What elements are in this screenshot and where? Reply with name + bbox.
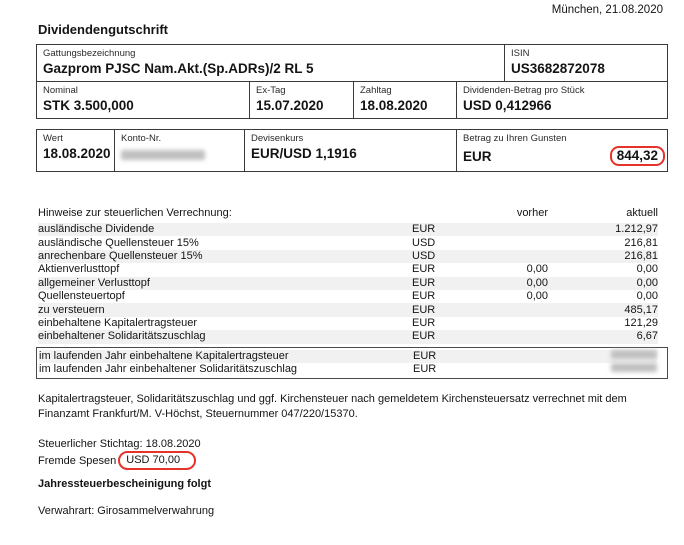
tax-row-currency: EUR <box>412 290 436 303</box>
tax-row-label: einbehaltener Solidaritätszuschlag <box>38 330 206 343</box>
tax-row-label: allgemeiner Verlusttopf <box>38 276 150 289</box>
tax-row-aktuell <box>549 363 657 376</box>
redacted-value <box>611 350 657 359</box>
tax-row <box>38 250 658 263</box>
tax-row <box>38 290 658 303</box>
tax-row-aktuell: 0,00 <box>636 263 658 276</box>
security-table-row-1 <box>37 45 667 81</box>
cell-gattungsbezeichnung <box>37 45 504 81</box>
tax-row-label: einbehaltene Kapitalertragsteuer <box>38 316 198 329</box>
konto-value-redacted <box>121 150 205 160</box>
devisenkurs-label: Devisenkurs <box>251 133 304 144</box>
year-to-date-box <box>36 347 668 380</box>
tax-settlement-section <box>38 207 658 379</box>
tax-row-currency: USD <box>412 236 436 249</box>
nominal-value: STK 3.500,000 <box>43 98 134 113</box>
column-header-aktuell: aktuell <box>626 207 658 219</box>
cell-devisenkurs <box>244 130 456 171</box>
tax-row-currency: EUR <box>412 223 436 236</box>
tax-row-label: im laufenden Jahr einbehaltene Kapitalertragsteuer <box>39 349 289 362</box>
security-info-table <box>36 44 668 119</box>
betrag-value: 844,32 <box>616 148 658 163</box>
redacted-value <box>611 363 657 372</box>
document-title: Dividendengutschrift <box>38 22 169 37</box>
tax-row-vorher: 0,00 <box>526 276 548 289</box>
tax-row-currency: EUR <box>413 349 437 362</box>
tax-row-currency: EUR <box>412 276 436 289</box>
cell-nominal <box>37 82 249 118</box>
tax-row-vorher: 0,00 <box>526 263 548 276</box>
tax-row-label: zu versteuern <box>38 303 105 316</box>
wert-value: 18.08.2020 <box>43 146 111 161</box>
tax-row <box>38 330 658 343</box>
tax-row-currency: EUR <box>412 303 436 316</box>
column-header-vorher: vorher <box>516 207 548 219</box>
tax-row-currency: EUR <box>412 330 436 343</box>
tax-section-header <box>38 207 658 220</box>
tax-row-currency: USD <box>412 249 436 262</box>
tax-row <box>38 317 658 330</box>
tax-row-aktuell: 485,17 <box>624 303 658 316</box>
tax-rows <box>38 223 658 344</box>
tax-row-label: im laufenden Jahr einbehaltener Solidaritätszuschlag <box>39 363 298 376</box>
betrag-currency: EUR <box>463 148 492 164</box>
jahressteuerbescheinigung-note: Jahressteuerbescheinigung folgt <box>38 478 211 490</box>
cell-isin <box>504 45 667 81</box>
tax-row-label: anrechenbare Quellensteuer 15% <box>38 249 203 262</box>
cell-ex-tag <box>249 82 353 118</box>
security-name: Gazprom PJSC Nam.Akt.(Sp.ADRs)/2 RL 5 <box>43 61 314 76</box>
fremde-spesen-value: USD 70,00 <box>126 454 181 466</box>
isin-label: ISIN <box>511 48 530 59</box>
cell-dividende-pro-stueck <box>456 82 667 118</box>
verwahrart-line: Verwahrart: Girosammelverwahrung <box>38 505 215 517</box>
tax-office-note: Kapitalertragsteuer, Solidaritätszuschlag und ggf. Kirchensteuer nach gemeldetem Kirchensteuersatz verrechnet mit dem Finanzamt Frankfurt/M. V-Höchst, Steuernummer 047/220/15370. <box>38 393 627 420</box>
tax-row-aktuell: 216,81 <box>624 249 658 262</box>
tax-row <box>39 363 657 376</box>
betrag-label: Betrag zu Ihren Gunsten <box>463 133 567 144</box>
tax-row-aktuell: 0,00 <box>636 290 658 303</box>
spesen-highlight-oval <box>118 451 196 470</box>
tax-row-aktuell: 6,67 <box>636 330 658 343</box>
tax-row-aktuell: 1.212,97 <box>615 223 658 236</box>
dividende-value: USD 0,412966 <box>463 98 552 113</box>
tax-row-currency: EUR <box>412 316 436 329</box>
tax-row-label: ausländische Dividende <box>38 223 155 236</box>
cell-betrag-zu-ihren-gunsten <box>456 130 667 171</box>
tax-row-currency: EUR <box>413 363 437 376</box>
cell-konto-nr <box>114 130 244 171</box>
tax-row-aktuell: 121,29 <box>624 316 658 329</box>
fremde-spesen-label: Fremde Spesen <box>38 454 117 467</box>
tax-row-label: Quellensteuertopf <box>38 290 125 303</box>
tax-row <box>38 236 658 249</box>
tax-row-aktuell <box>549 350 657 363</box>
settlement-table <box>36 129 668 172</box>
cell-zahltag <box>353 82 456 118</box>
dividende-label: Dividenden-Betrag pro Stück <box>463 85 585 96</box>
gattung-label: Gattungsbezeichnung <box>43 48 136 59</box>
tax-row <box>38 263 658 276</box>
tax-row <box>39 350 657 363</box>
devisenkurs-value: EUR/USD 1,1916 <box>251 146 357 161</box>
zahltag-value: 18.08.2020 <box>360 98 428 113</box>
fremde-spesen-line <box>38 451 196 470</box>
steuerlicher-stichtag: Steuerlicher Stichtag: 18.08.2020 <box>38 438 201 450</box>
zahltag-label: Zahltag <box>360 85 392 96</box>
tax-row-label: Aktienverlusttopf <box>38 263 120 276</box>
ex-tag-label: Ex-Tag <box>256 85 286 96</box>
ex-tag-value: 15.07.2020 <box>256 98 324 113</box>
settlement-table-row <box>37 130 667 171</box>
tax-row <box>38 303 658 316</box>
cell-wert <box>37 130 114 171</box>
nominal-label: Nominal <box>43 85 78 96</box>
place-date: München, 21.08.2020 <box>551 4 663 16</box>
tax-row-currency: EUR <box>412 263 436 276</box>
tax-row-label: ausländische Quellensteuer 15% <box>38 236 199 249</box>
tax-row <box>38 223 658 236</box>
isin-value: US3682872078 <box>511 61 605 76</box>
wert-label: Wert <box>43 133 63 144</box>
tax-row-aktuell: 0,00 <box>636 276 658 289</box>
tax-row <box>38 277 658 290</box>
amount-highlight-oval <box>610 146 665 166</box>
tax-row-aktuell: 216,81 <box>624 236 658 249</box>
tax-row-vorher: 0,00 <box>526 290 548 303</box>
tax-heading: Hinweise zur steuerlichen Verrechnung: <box>38 207 232 219</box>
security-table-row-2 <box>37 81 667 118</box>
konto-label: Konto-Nr. <box>121 133 162 144</box>
